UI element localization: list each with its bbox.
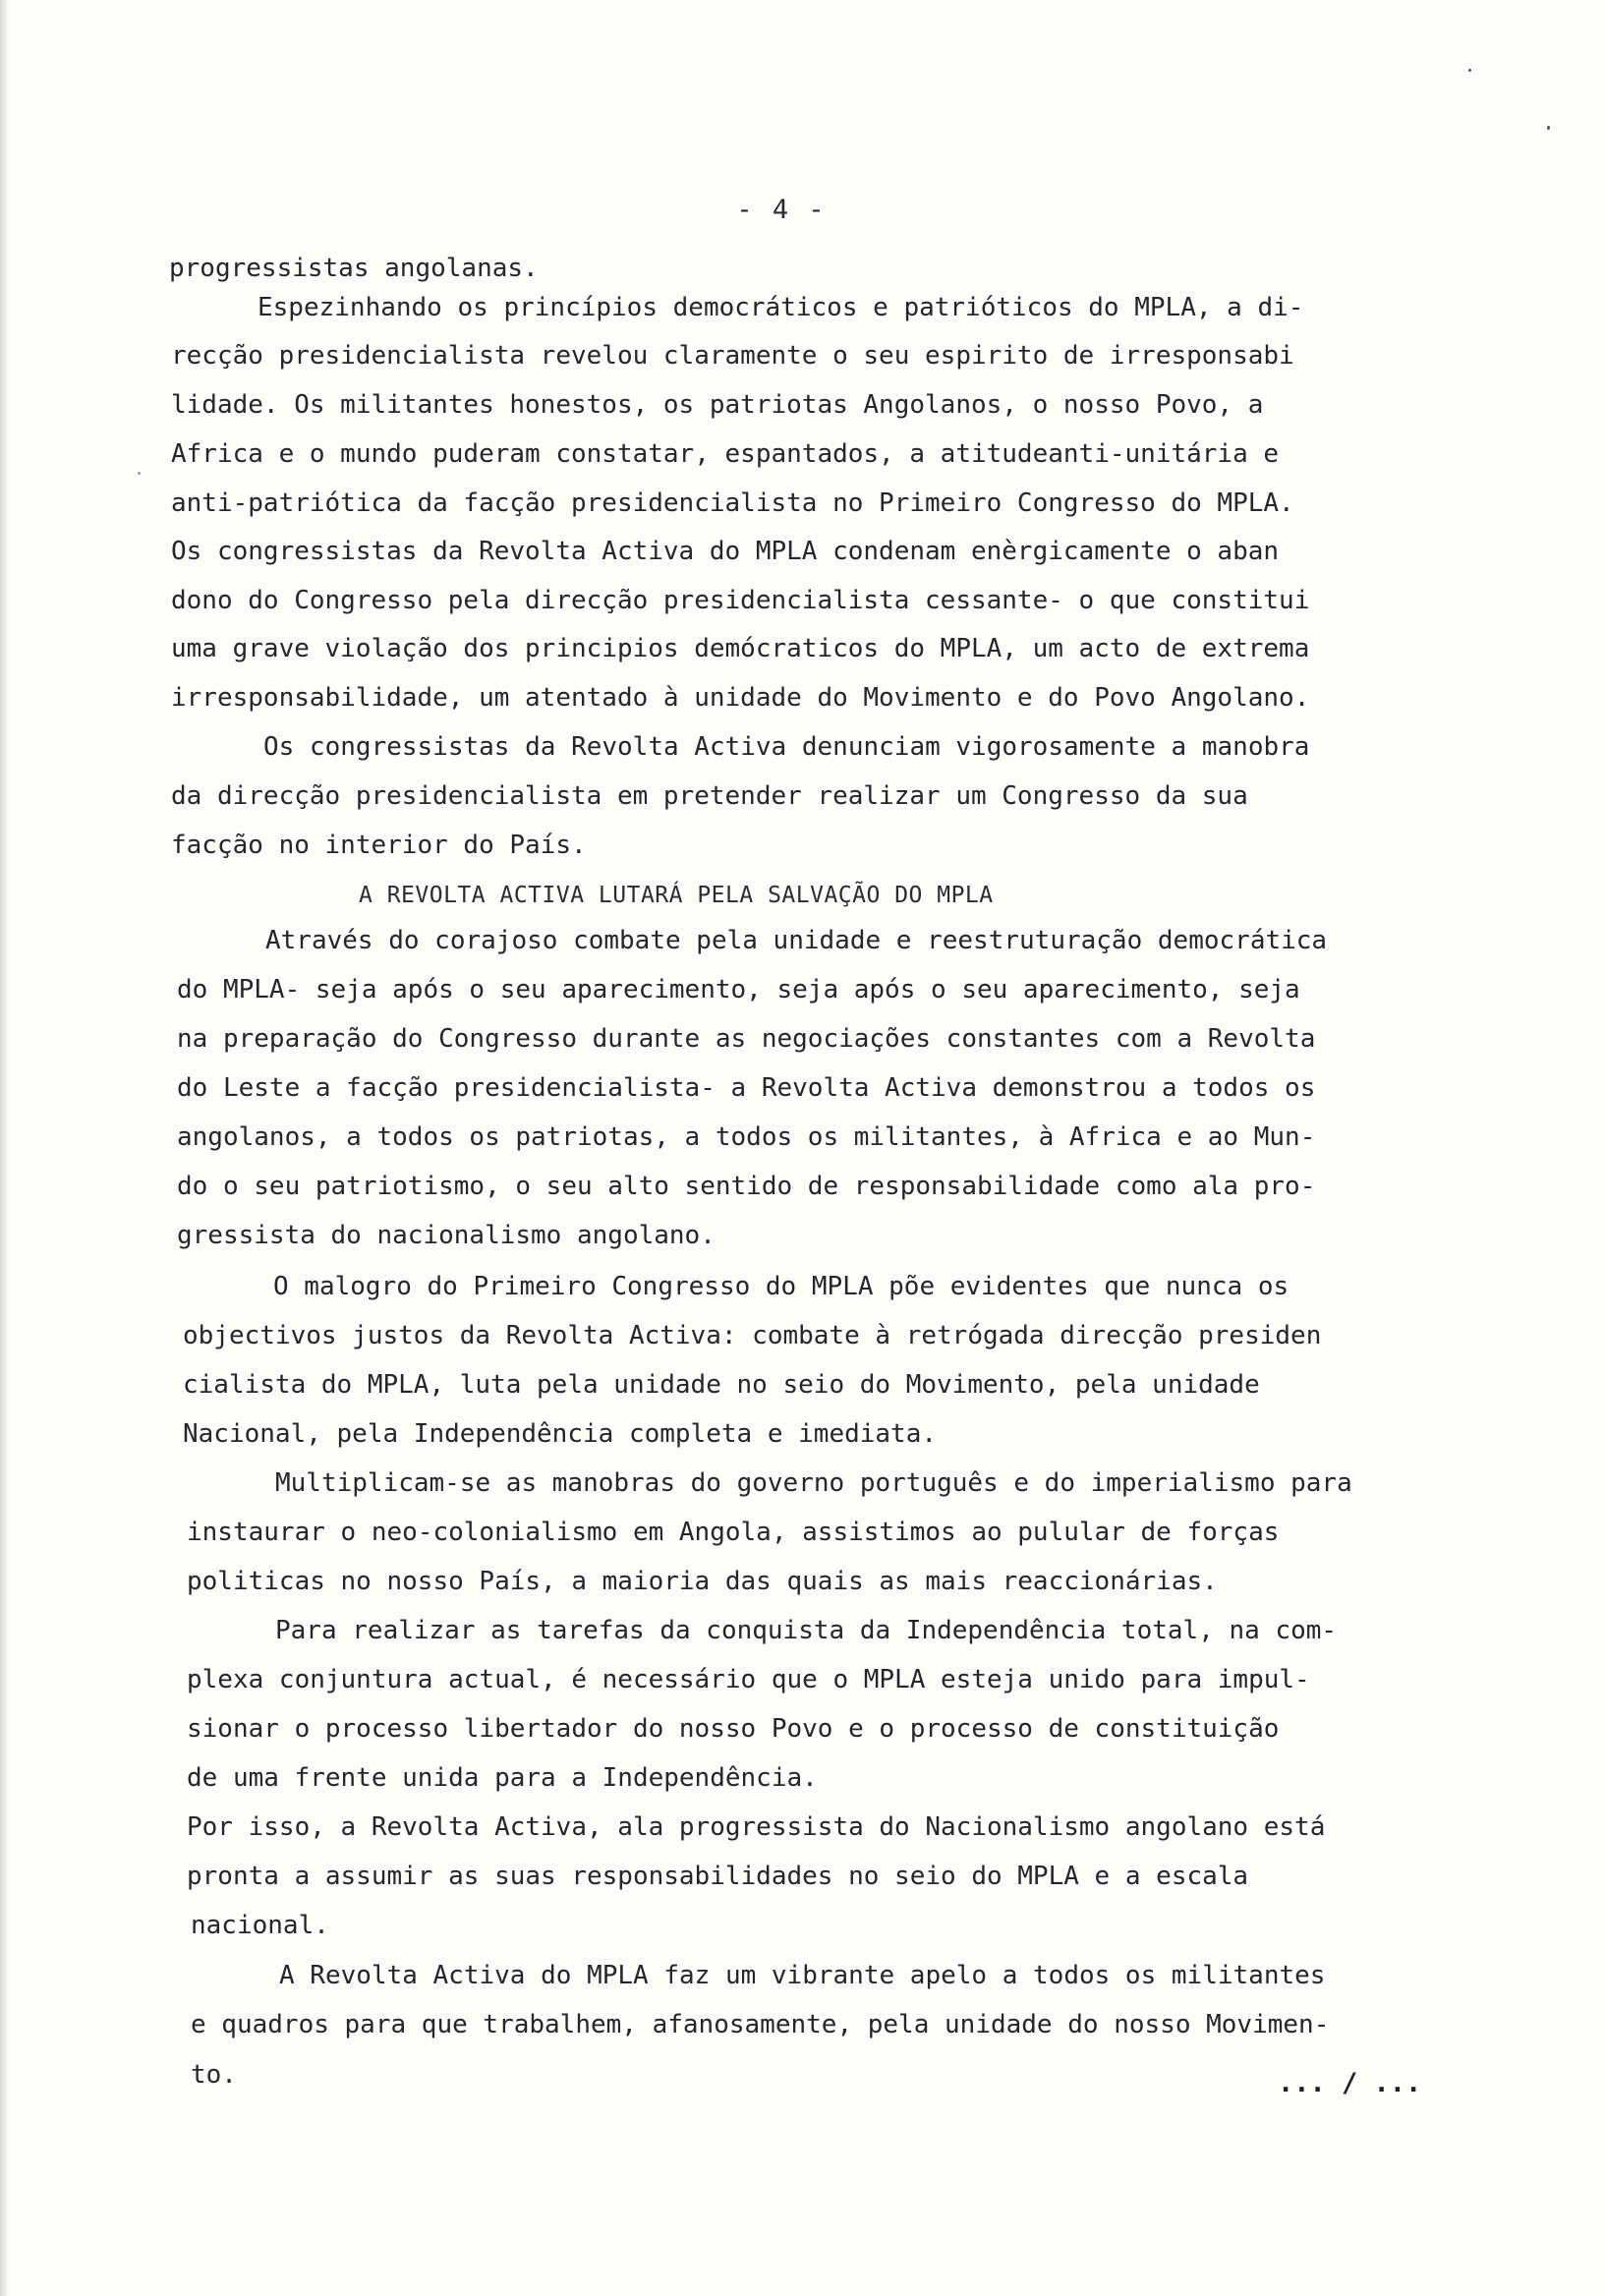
text-line: progressistas angolanas. bbox=[169, 254, 539, 283]
text-line: sionar o processo libertador do nosso Povo e o processo de constituição bbox=[187, 1714, 1280, 1744]
text-line: Para realizar as tarefas da conquista da Independência total, na com- bbox=[275, 1616, 1338, 1645]
text-line: da direcção presidencialista em pretender realizar um Congresso da sua bbox=[171, 781, 1248, 811]
text-line: Através do corajoso combate pela unidade e reestruturação democrática bbox=[265, 926, 1328, 955]
text-line: e quadros para que trabalhem, afanosamente, pela unidade do nosso Movimen- bbox=[191, 2010, 1330, 2039]
text-line: instaurar o neo-colonialismo em Angola, assistimos ao pulular de forças bbox=[187, 1518, 1280, 1547]
text-line: recção presidencialista revelou claramente o seu espirito de irresponsabi bbox=[171, 341, 1294, 371]
text-line: Multiplicam-se as manobras do governo português e do imperialismo para bbox=[275, 1468, 1352, 1498]
text-line: cialista do MPLA, luta pela unidade no seio do Movimento, pela unidade bbox=[183, 1370, 1260, 1400]
text-line: nacional. bbox=[191, 1911, 329, 1940]
text-line: do MPLA- seja após o seu aparecimento, seja após o seu aparecimento, seja bbox=[177, 975, 1300, 1004]
continuation-mark: ... / ... bbox=[1278, 2068, 1422, 2098]
text-line: de uma frente unida para a Independência. bbox=[187, 1763, 818, 1793]
text-line: politicas no nosso País, a maioria das quais as mais reaccionárias. bbox=[187, 1567, 1218, 1596]
text-line: irresponsabilidade, um atentado à unidade do Movimento e do Povo Angolano. bbox=[171, 683, 1310, 713]
scan-speck bbox=[138, 472, 141, 475]
text-line: A Revolta Activa do MPLA faz um vibrante apelo a todos os militantes bbox=[279, 1961, 1326, 1990]
text-line: dono do Congresso pela direcção presidencialista cessante- o que constitui bbox=[171, 586, 1310, 615]
text-line: lidade. Os militantes honestos, os patriotas Angolanos, o nosso Povo, a bbox=[171, 390, 1264, 420]
text-line: Africa e o mundo puderam constatar, espantados, a atitudeanti-unitária e bbox=[171, 439, 1280, 469]
text-line: Espezinhando os princípios democráticos e patrióticos do MPLA, a di- bbox=[258, 293, 1304, 322]
section-heading: A REVOLTA ACTIVA LUTARÁ PELA SALVAÇÃO DO MPLA bbox=[359, 883, 994, 908]
text-line: plexa conjuntura actual, é necessário que o MPLA esteja unido para impul- bbox=[187, 1665, 1310, 1694]
text-line: gressista do nacionalismo angolano. bbox=[177, 1221, 716, 1250]
text-line: pronta a assumir as suas responsabilidades no seio do MPLA e a escala bbox=[187, 1862, 1249, 1891]
text-line: Os congressistas da Revolta Activa do MPLA condenam enèrgicamente o aban bbox=[171, 537, 1280, 566]
text-line: anti-patriótica da facção presidencialista no Primeiro Congresso do MPLA. bbox=[171, 488, 1294, 518]
text-line: facção no interior do País. bbox=[171, 831, 587, 860]
paper-edge bbox=[0, 0, 10, 2296]
text-line: Os congressistas da Revolta Activa denunciam vigorosamente a manobra bbox=[263, 732, 1310, 762]
text-line: Por isso, a Revolta Activa, ala progressista do Nacionalismo angolano está bbox=[187, 1812, 1326, 1842]
text-line: do Leste a facção presidencialista- a Revolta Activa demonstrou a todos os bbox=[177, 1073, 1316, 1103]
text-line: Nacional, pela Independência completa e imediata. bbox=[183, 1419, 938, 1449]
scan-speck bbox=[1547, 126, 1550, 130]
text-line: do o seu patriotismo, o seu alto sentido de responsabilidade como ala pro- bbox=[177, 1172, 1316, 1201]
text-line: angolanos, a todos os patriotas, a todos os militantes, à Africa e ao Mun- bbox=[177, 1122, 1316, 1152]
text-line: na preparação do Congresso durante as negociações constantes com a Revolta bbox=[177, 1024, 1316, 1054]
text-line: O malogro do Primeiro Congresso do MPLA põe evidentes que nunca os bbox=[273, 1272, 1289, 1301]
text-line: uma grave violação dos principios demócraticos do MPLA, um acto de extrema bbox=[171, 634, 1310, 663]
text-line: objectivos justos da Revolta Activa: combate à retrógada direcção presiden bbox=[183, 1321, 1322, 1350]
text-line: to. bbox=[191, 2060, 237, 2090]
scan-speck bbox=[1468, 69, 1471, 72]
page-number: - 4 - bbox=[736, 195, 827, 225]
